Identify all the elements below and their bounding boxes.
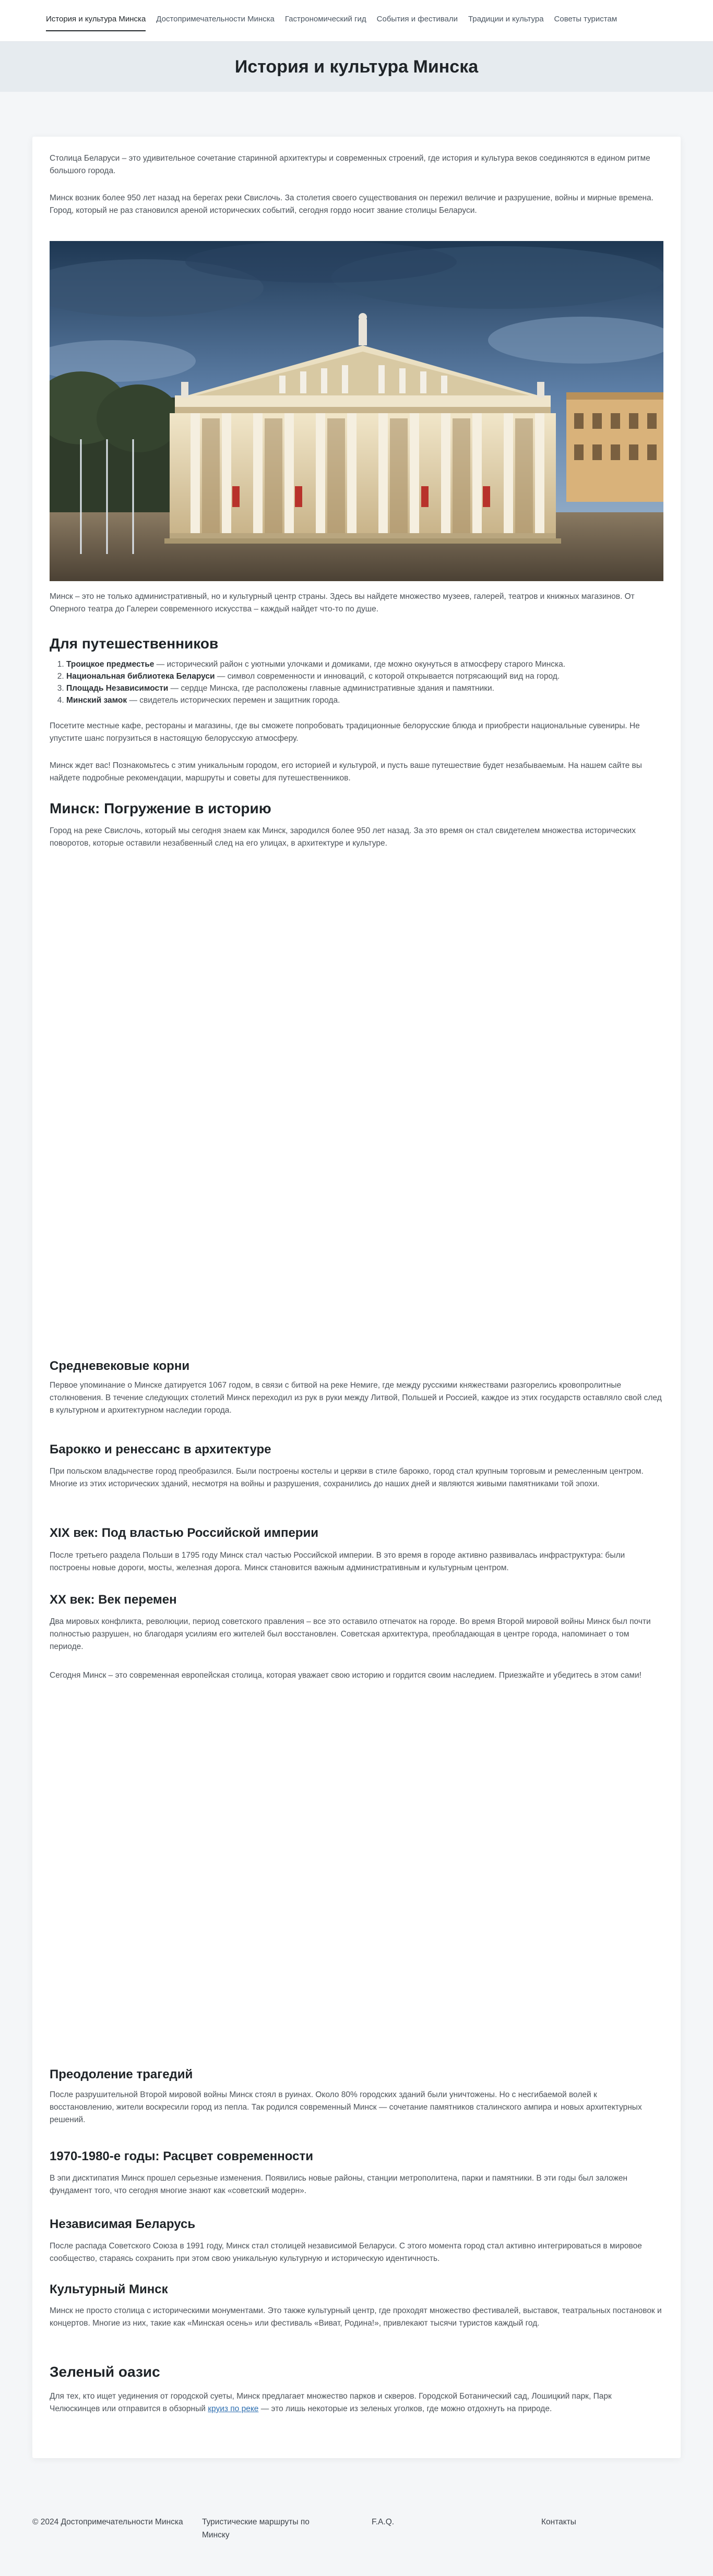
section-text-19th-century: После третьего раздела Польши в 1795 году Минск стал частью Российской империи. В это время в городе активно развивалась инфраструктура: были построены новые дороги, мосты, железная дорога. Минск становится важным административным и культурным центром.	[50, 1551, 625, 1572]
section-heading-19th-century: XIX век: Под властью Российской империи	[50, 1526, 318, 1540]
attraction-name: Национальная библиотека Беларуси	[66, 672, 215, 681]
site-footer	[0, 2484, 713, 2576]
page-title: История и культура Минска	[234, 57, 479, 77]
footer-link-contacts-wrap	[541, 2515, 646, 2529]
opera-theatre-photo	[50, 241, 663, 581]
attraction-description: — исторический район с уютными улочками и домиками, где можно окунуться в атмосферу старого Минска.	[154, 660, 566, 669]
travelers-heading: Для путешественников	[50, 635, 219, 652]
footer-link-contacts[interactable]: Контакты	[541, 2518, 576, 2526]
nav-item-tips[interactable]: Советы туристам	[554, 15, 617, 23]
section-heading-independent: Независимая Беларусь	[50, 2217, 196, 2231]
media-placeholder	[50, 1702, 663, 2083]
attraction-name: Троицкое предместье	[66, 660, 155, 669]
nav-item-attractions[interactable]: Достопримечательности Минска	[156, 15, 275, 23]
section-text-baroque: При польском владычестве город преобразился. Были построены костелы и церкви в стиле барокко, город стал крупным торговым и ремесленным центром. Многие из этих исторических зданий, несмотря на войны и разрушения, сохранились до наших дней и являются живыми памятниками той эпохи.	[50, 1467, 644, 1488]
history-today-paragraph: Сегодня Минск – это современная европейская столица, которая уважает свою историю и гордится своим наследием. Приезжайте и убедитесь в этом сами!	[50, 1671, 641, 1680]
river-cruise-link[interactable]: круиз по реке	[208, 2404, 259, 2413]
history-heading: Минск: Погружение в историю	[50, 800, 271, 816]
green-oasis-text	[50, 2390, 663, 2415]
travelers-paragraph-1: Посетите местные кафе, рестораны и магазины, где вы сможете попробовать традиционные белорусские блюда и приобрести национальные сувениры. Не упустите шанс погрузиться в настоящую белорусскую атмосферу.	[50, 721, 640, 743]
footer-link-faq[interactable]: F.A.Q.	[372, 2518, 395, 2526]
list-item	[66, 682, 663, 694]
list-item	[66, 670, 663, 682]
green-oasis-text-start: Для тех, кто ищет уединения от городской суеты, Минск предлагает множество парков и скверов. Городской Ботанический сад, Лошицкий парк, Парк Челюскинцев или отправится в обзорный	[50, 2392, 612, 2413]
section-heading-baroque: Барокко и ренессанс в архитектуре	[50, 1442, 271, 1456]
section-heading-cultural: Культурный Минск	[50, 2282, 168, 2296]
attraction-name: Минский замок	[66, 696, 127, 705]
article-card	[32, 137, 681, 2458]
section-text-independent: После распада Советского Союза в 1991 году, Минск стал столицей независимой Беларуси. С этого момента город стал активно интегрироваться в мировое сообщество, стараясь сохранить при этом свою уникальную культурную и историческую идентичность.	[50, 2242, 642, 2263]
nav-item-events[interactable]: События и фестивали	[376, 15, 458, 23]
section-text-tragedies: После разрушительной Второй мировой войны Минск стоял в руинах. Около 80% городских зданий были уничтожены. Но с несгибаемой волей к восстановлению, жители воскресили город из пепла. Так родился современный Минск — сочетание памятников сталинского ампира и новых архитектурных решений.	[50, 2090, 642, 2124]
attraction-description: — свидетель исторических перемен и защитник города.	[127, 696, 340, 705]
footer-link-tour-routes[interactable]: Туристические маршруты по Минску	[202, 2518, 310, 2539]
intro-paragraph-1: Столица Беларуси – это удивительное сочетание старинной архитектуры и современных строений, где история и культура веков соединяются в едином ритме большого города.	[50, 154, 650, 175]
footer-link-faq-wrap	[372, 2515, 476, 2529]
footer-link-tour-routes-wrap	[202, 2515, 338, 2542]
section-text-cultural: Минск не просто столица с историческими монументами. Это также культурный центр, где проходят множество фестивалей, выставок, театральных постановок и концертов. Многие из них, такие как «Минская осень» или фестиваль «Виват, Родина!», привлекают тысячи туристов каждый год.	[50, 2306, 662, 2328]
list-item	[66, 658, 663, 670]
section-heading-20th-century: XX век: Век перемен	[50, 1593, 177, 1607]
travelers-paragraph-2: Минск ждет вас! Познакомьтесь с этим уникальным городом, его историей и культурой, и пусть ваше путешествие будет незабываемым. На нашем сайте вы найдете подробные рекомендации, маршруты и советы для путешественников.	[50, 761, 642, 783]
intro-paragraph-2: Минск возник более 950 лет назад на берегах реки Свислочь. За столетия своего существования он пережил величие и разрушение, войны и мирные времена. Город, который не раз становился ареной исторических событий, сегодня гордо носит звание столицы Беларуси.	[50, 194, 653, 215]
attractions-list	[50, 658, 663, 706]
attraction-name: Площадь Независимости	[66, 684, 169, 693]
nav-item-traditions[interactable]: Традиции и культура	[468, 15, 544, 23]
top-navigation	[0, 0, 713, 42]
nav-item-gastronomy[interactable]: Гастрономический гид	[284, 15, 366, 23]
section-heading-medieval: Средневековые корни	[50, 1359, 190, 1373]
list-item	[66, 694, 663, 706]
nav-item-history[interactable]: История и культура Минска	[46, 14, 146, 31]
history-paragraph-1: Город на реке Свислочь, который мы сегодня знаем как Минск, зародился более 950 лет назад. За это время он стал свидетелем множества исторических поворотов, которые оставили незабвенный след на его улицах, в архитектуре и культуре.	[50, 826, 636, 848]
green-oasis-heading: Зеленый оазис	[50, 2364, 160, 2380]
page-hero	[0, 42, 713, 92]
attraction-description: — символ современности и инноваций, с которой открывается потрясающий вид на город.	[215, 672, 560, 681]
section-text-medieval: Первое упоминание о Минске датируется 1067 годом, в связи с битвой на реке Немиге, где между русскими княжествами разгорелись кровопролитные столкновения. В течение следующих столетий Минск переходил из рук в руки между Литвой, Польшей и Россией, каждое из этих государств оставляло свой след в культурном и архитектурном наследии города.	[50, 1381, 662, 1415]
section-heading-tragedies: Преодоление трагедий	[50, 2067, 193, 2081]
nav-list	[46, 14, 617, 31]
footer-copyright: © 2024 Достопримечательности Минска	[32, 2518, 183, 2526]
green-oasis-text-end: — это лишь некоторые из зеленых уголков, где можно отдохнуть на природе.	[258, 2404, 552, 2413]
section-text-modernity: В эпи дисктипатия Минск прошел серьезные изменения. Появились новые районы, станции метрополитена, парки и памятники. В эти годы был заложен фундамент того, что сегодня многие знают как «советский модерн».	[50, 2174, 628, 2195]
section-text-20th-century: Два мировых конфликта, революции, период советского правления – все это оставило отпечаток на городе. Во время Второй мировой войны Минск был почти полностью разрушен, но благодаря усилиям его жителей был восстановлен. Советская архитектура, преобладающая в центре города, напоминает о том периоде.	[50, 1617, 651, 1651]
section-heading-modernity: 1970-1980-е годы: Расцвет современности	[50, 2149, 313, 2163]
intro-paragraph-3: Минск – это не только административный, но и культурный центр страны. Здесь вы найдете множество музеев, галерей, театров и книжных магазинов. От Оперного театра до Галереи современного искусства – каждый найдет что-то по душе.	[50, 592, 635, 613]
attraction-description: — сердце Минска, где расположены главные административные здания и памятники.	[168, 684, 494, 693]
